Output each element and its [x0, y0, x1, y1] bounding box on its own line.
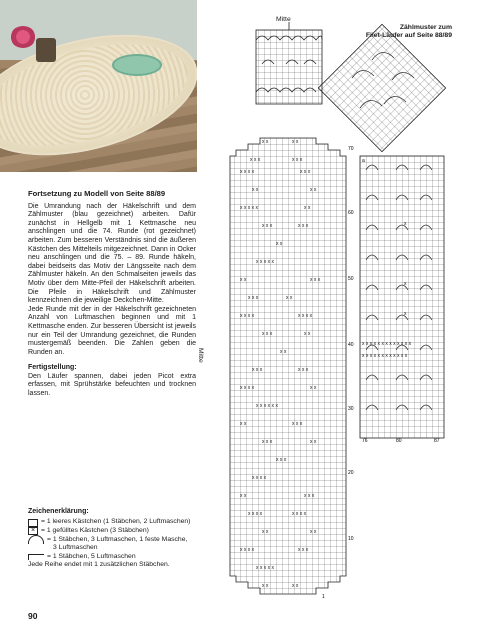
svg-text:x: x	[404, 311, 407, 317]
chart-title: Zählmuster zum Filet-Läufer auf Seite 88/89	[365, 24, 452, 39]
round-label-76: 76	[362, 438, 368, 444]
svg-text:x x x x x: x x x x x	[256, 259, 275, 265]
round-label-87: 87	[434, 438, 440, 444]
legend-row-filled: × = 1 gefülltes Kästchen (3 Stäbchen)	[28, 527, 198, 535]
row-label-30: 30	[348, 406, 354, 412]
instructions-heading: Fortsetzung zu Modell von Seite 88/89	[28, 189, 166, 198]
row-label-70: 70	[348, 146, 354, 152]
finishing-text: Den Läufer spannen, dabei jeden Picot extra erfassen, mit Sprühstärke befeuchten und trocknen lassen.	[28, 372, 196, 398]
svg-text:x: x	[404, 281, 407, 287]
svg-text:x x x x x x: x x x x x x	[256, 403, 278, 409]
legend-row-empty: = 1 leeres Kästchen (1 Stäbchen, 2 Luftmaschen)	[28, 518, 198, 526]
border-label-a: a	[362, 158, 365, 164]
page-number: 90	[28, 611, 38, 621]
instructions-paragraph-2: Jede Runde mit der in der Häkelschrift gezeichneten Anzahl von Luftmaschen beginnen und mit 1 Kettmasche enden. Zur besseren Übersicht ist jeweils nur ein Teil der Umrandung gezeichnet, die Runden mustergemäß beenden. Die Zahlen geben die Runden an.	[28, 305, 196, 356]
svg-text:x x: x x	[276, 241, 283, 247]
svg-text:x x x x x: x x x x x	[240, 205, 259, 211]
svg-text:x x x x: x x x x	[240, 313, 255, 319]
svg-text:x x x: x x x	[250, 157, 261, 163]
svg-text:x x x x x x x x x x x x: x x x x x x x x x x x x	[362, 353, 408, 359]
instructions-paragraph-1: Die Umrandung nach der Häkelschrift und dem Zählmuster (blau gezeichnet) arbeiten. Dafür zunächst in Hellgelb mit 1 Kettmasche neu anschlingen und die 74. Runde (rot gezeichnet) arbeiten. Zum besseren Verständnis sind die äußeren Kästchen des Mittelteils mitgezeichnet. Dann in Ocker neu anschlingen und die 75. – 89. Runde häkeln, dabei beidseits das Motiv der Längsseite nach dem Zählmuster häkeln. An den Schmalseiten jeweils das Motiv über dem Mitte-Pfeil der Häkelschrift arbeiten. Die Pfeile in Häkelschrift und Zählmuster kennzeichnen die jeweilige Deckchen-Mitte.	[28, 202, 196, 305]
svg-text:x x: x x	[262, 139, 269, 145]
svg-text:x x x: x x x	[292, 421, 303, 427]
svg-text:x x x: x x x	[262, 439, 273, 445]
row-label-1: 1	[322, 594, 325, 600]
svg-text:x x: x x	[292, 139, 299, 145]
svg-text:x x: x x	[310, 529, 317, 535]
svg-text:x x: x x	[240, 421, 247, 427]
svg-text:x x: x x	[310, 187, 317, 193]
svg-text:x x x: x x x	[252, 367, 263, 373]
svg-text:x x x x x x x x x x x x x: x x x x x x x x x x x x x	[362, 341, 412, 347]
legend-row-arch: = 1 Stäbchen, 3 Luftmaschen, 1 feste Masche,	[28, 535, 198, 544]
svg-text:x x: x x	[310, 439, 317, 445]
svg-text:x x: x x	[252, 187, 259, 193]
svg-text:x x x: x x x	[298, 367, 309, 373]
top-motif-chart	[256, 22, 322, 104]
finishing-title: Fertigstellung:	[28, 364, 77, 372]
svg-text:x: x	[404, 221, 407, 227]
svg-text:x x: x x	[262, 529, 269, 535]
round-label-80: 80	[396, 438, 402, 444]
main-runner-chart	[230, 138, 354, 600]
svg-text:x x: x x	[280, 349, 287, 355]
svg-text:x x x x: x x x x	[240, 169, 255, 175]
svg-text:x x x x: x x x x	[240, 385, 255, 391]
svg-text:x x x: x x x	[276, 457, 287, 463]
svg-text:x x: x x	[240, 493, 247, 499]
row-label-40: 40	[348, 342, 354, 348]
svg-text:x x x x: x x x x	[240, 547, 255, 553]
svg-text:x x: x x	[304, 205, 311, 211]
svg-text:x x: x x	[286, 295, 293, 301]
legend-title: Zeichenerklärung:	[28, 508, 89, 515]
svg-text:x x x: x x x	[262, 331, 273, 337]
corner-diamond-chart	[318, 24, 445, 151]
legend-note: Jede Reihe endet mit 1 zusätzlichen Stäbchen.	[28, 561, 170, 569]
legend-row-arch-cont: 3 Luftmaschen	[53, 544, 98, 552]
svg-text:x x x x: x x x x	[292, 511, 307, 517]
row-label-50: 50	[348, 276, 354, 282]
legend-row-bar: = 1 Stäbchen, 5 Luftmaschen	[28, 553, 198, 561]
svg-text:x x x: x x x	[304, 493, 315, 499]
row-label-10: 10	[348, 536, 354, 542]
mitte-top-label: Mitte	[276, 16, 291, 23]
svg-text:x x x: x x x	[292, 157, 303, 163]
mitte-side-label: Mitte	[197, 348, 204, 363]
svg-text:x x: x x	[240, 277, 247, 283]
svg-text:x x x: x x x	[248, 295, 259, 301]
border-chart	[360, 156, 444, 444]
svg-text:x x x: x x x	[310, 277, 321, 283]
svg-text:x x x: x x x	[300, 169, 311, 175]
row-label-20: 20	[348, 470, 354, 476]
svg-text:x x: x x	[304, 331, 311, 337]
svg-text:x x x: x x x	[262, 223, 273, 229]
svg-text:x x x x: x x x x	[252, 475, 267, 481]
svg-text:x x x x: x x x x	[248, 511, 263, 517]
svg-text:x x x: x x x	[298, 547, 309, 553]
svg-text:x x: x x	[292, 583, 299, 589]
svg-text:x x x: x x x	[298, 223, 309, 229]
svg-text:x x x x: x x x x	[298, 313, 313, 319]
svg-text:x x x x x: x x x x x	[256, 565, 275, 571]
svg-text:x x: x x	[262, 583, 269, 589]
filled-box-icon: ×	[28, 527, 38, 535]
svg-text:x x: x x	[310, 385, 317, 391]
row-label-60: 60	[348, 210, 354, 216]
